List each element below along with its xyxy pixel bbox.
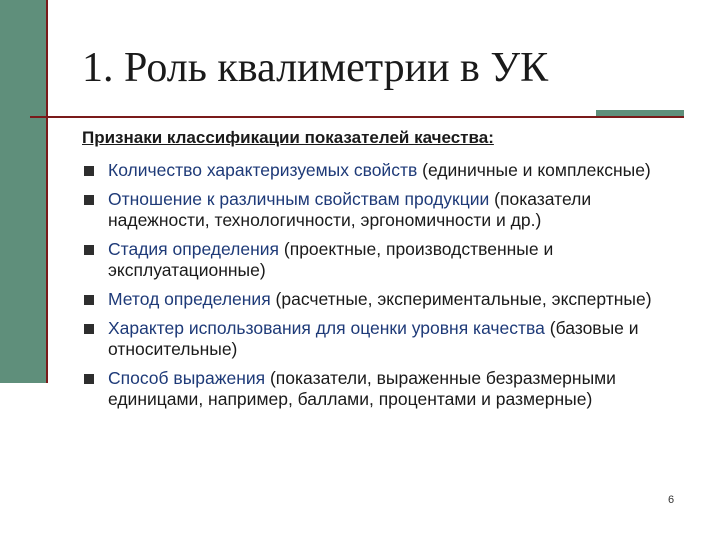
slide-subtitle: Признаки классификации показателей качества: (82, 128, 494, 147)
decorative-side-line (46, 0, 48, 383)
slide-title: 1. Роль квалиметрии в УК (82, 45, 549, 91)
square-bullet-icon (84, 324, 94, 334)
square-bullet-icon (84, 374, 94, 384)
square-bullet-icon (84, 166, 94, 176)
item-term: Количество характеризуемых свойств (108, 160, 418, 180)
item-detail: (базовые и относительные) (108, 318, 639, 359)
item-detail: (показатели, выраженные безразмерными единицами, например, баллами, процентами и размерные) (108, 368, 616, 409)
item-detail: (расчетные, экспериментальные, экспертные) (270, 289, 652, 309)
square-bullet-icon (84, 245, 94, 255)
item-detail: (показатели надежности, технологичности, эргономичности и др.) (108, 189, 592, 230)
page-number: 6 (668, 494, 675, 506)
item-detail: (проектные, производственные и эксплуатационные) (108, 239, 554, 280)
item-term: Метод определения (108, 289, 271, 309)
bullet-list (82, 160, 682, 418)
item-term: Способ выражения (108, 368, 266, 388)
list-item (82, 318, 682, 360)
square-bullet-icon (84, 195, 94, 205)
title-divider (30, 116, 684, 118)
list-item (82, 239, 682, 281)
item-term: Стадия определения (108, 239, 280, 259)
list-item (82, 289, 682, 310)
list-item (82, 189, 682, 231)
list-item (82, 368, 682, 410)
item-term: Отношение к различным свойствам продукции (108, 189, 490, 209)
decorative-side-bar (0, 0, 46, 383)
square-bullet-icon (84, 295, 94, 305)
item-detail: (единичные и комплексные) (417, 160, 651, 180)
item-term: Характер использования для оценки уровня качества (108, 318, 545, 338)
list-item (82, 160, 682, 181)
